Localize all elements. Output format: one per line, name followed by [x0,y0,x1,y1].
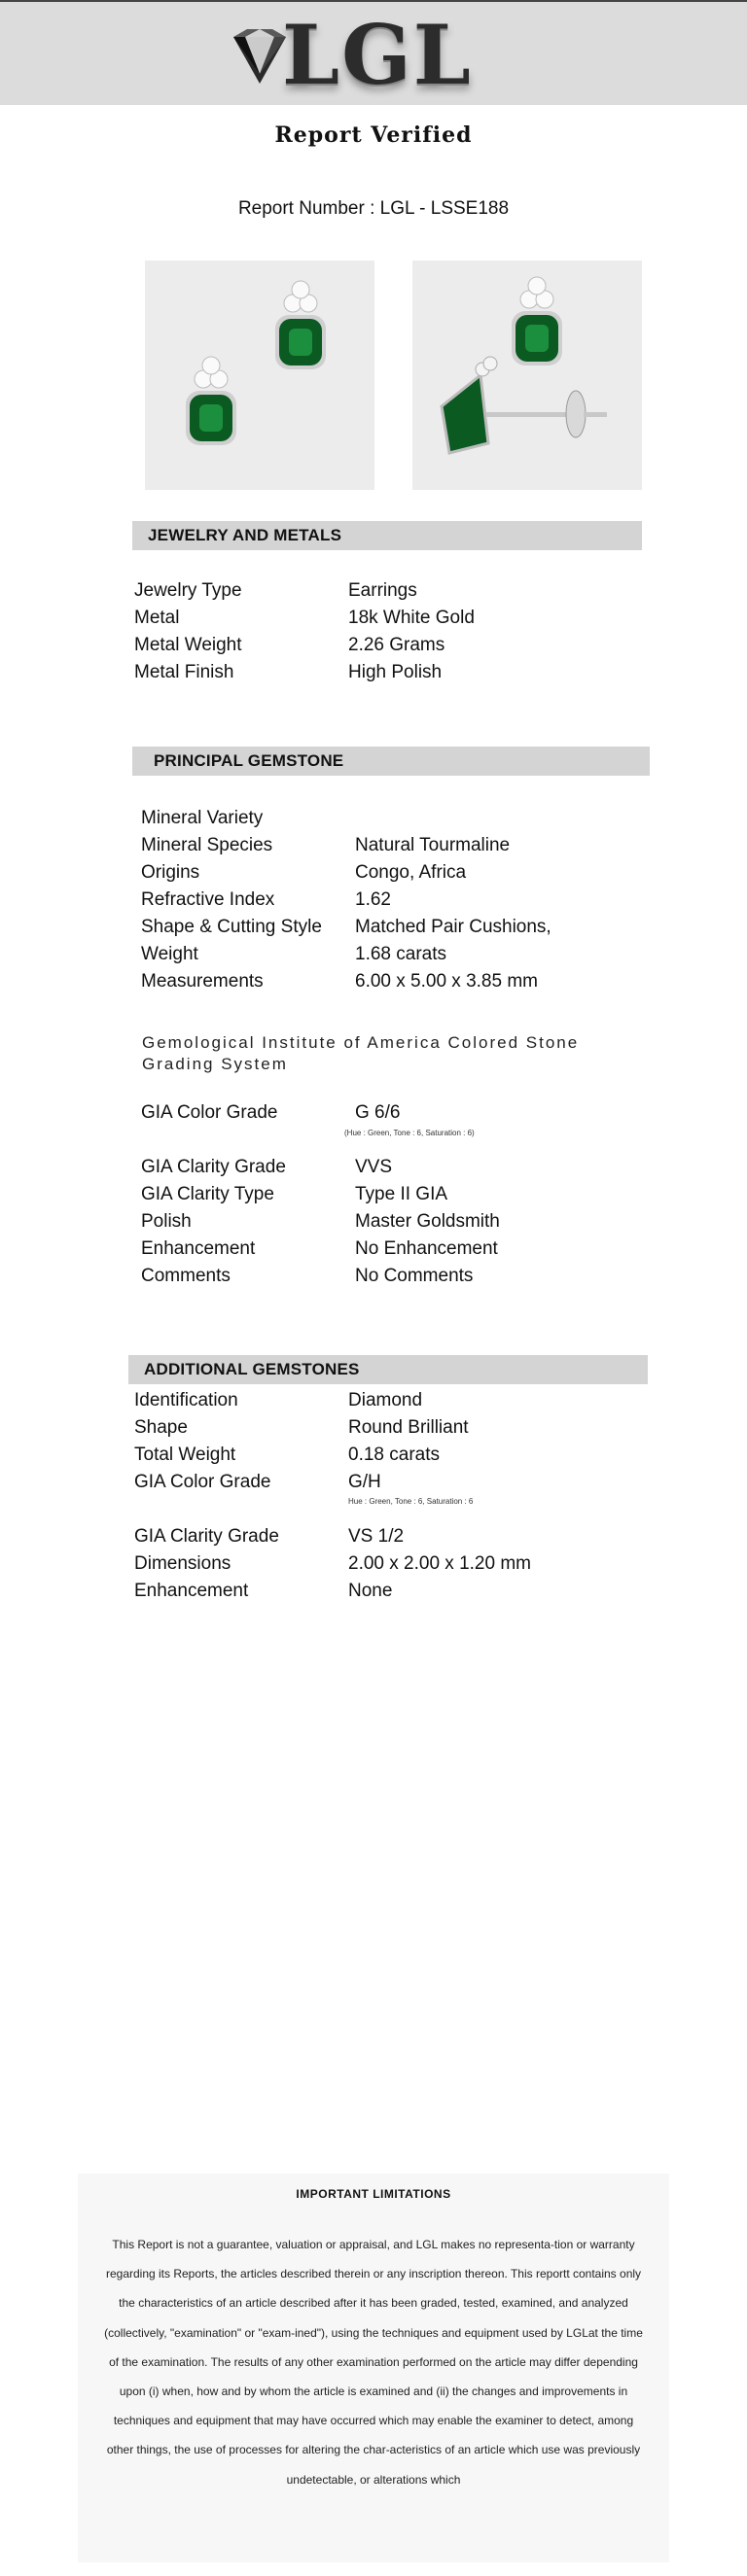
detail-value: VVS [355,1157,393,1177]
detail-label: Enhancement [134,1581,249,1601]
principal-details-2 [141,1154,500,1290]
section-additional-gemstones-heading: ADDITIONAL GEMSTONES [128,1355,648,1384]
detail-row [134,1578,531,1605]
detail-value: G/H [348,1472,381,1492]
detail-value: 1.62 [355,889,391,910]
detail-row [134,1442,469,1469]
detail-label: Enhancement [141,1238,256,1259]
detail-label: GIA Color Grade [134,1472,271,1492]
detail-value: 6.00 x 5.00 x 3.85 mm [355,971,538,992]
detail-label: GIA Color Grade [141,1102,278,1123]
detail-row [134,605,475,632]
detail-label: Refractive Index [141,889,275,910]
section-principal-gemstone-heading: PRINCIPAL GEMSTONE [132,747,650,776]
detail-label: GIA Clarity Type [141,1184,274,1204]
earring-side-photo [412,261,642,490]
detail-row [141,1181,500,1208]
detail-label: Origins [141,862,200,883]
detail-label: GIA Clarity Grade [141,1157,286,1177]
additional-color-note: Hue : Green, Tone : 6, Saturation : 6 [348,1497,474,1506]
header-bar [0,0,747,105]
detail-row [134,577,475,605]
detail-value: 2.00 x 2.00 x 1.20 mm [348,1553,531,1574]
detail-label: Jewelry Type [134,580,242,601]
detail-label: GIA Clarity Grade [134,1526,279,1547]
detail-row [141,1154,500,1181]
detail-value: Earrings [348,580,417,601]
gia-grading-system-heading: Gemological Institute of America Colored Stone Grading System [142,1033,580,1073]
detail-label: Total Weight [134,1445,236,1465]
gia-color-grade-row [141,1099,400,1127]
detail-label: Mineral Variety [141,808,264,828]
principal-details [141,805,551,995]
detail-row [134,1387,469,1414]
report-number: Report Number : LGL - LSSE188 [237,198,510,219]
detail-label: Measurements [141,971,264,992]
detail-value: G 6/6 [355,1102,401,1123]
detail-label: Dimensions [134,1553,231,1574]
detail-value: Diamond [348,1390,423,1410]
earring-pair-front-photo [145,261,374,490]
detail-value: Natural Tourmaline [355,835,511,855]
detail-row [141,805,551,832]
color-grade-note: (Hue : Green, Tone : 6, Saturation : 6) [344,1129,475,1137]
detail-row [134,632,475,659]
lgl-logo[interactable] [226,7,479,103]
detail-label: Weight [141,944,198,964]
detail-value: Type II GIA [355,1184,448,1204]
detail-value: 0.18 carats [348,1445,440,1465]
detail-label: Metal Weight [134,635,242,655]
detail-label: Shape & Cutting Style [141,917,322,937]
detail-label: Metal Finish [134,662,234,682]
detail-row [141,941,551,968]
detail-value: None [348,1581,393,1601]
detail-value: Master Goldsmith [355,1211,500,1232]
detail-row [141,914,551,941]
detail-label: Polish [141,1211,192,1232]
detail-label: Comments [141,1266,231,1286]
detail-value: Congo, Africa [355,862,467,883]
detail-row [141,1099,400,1127]
detail-row [141,1236,500,1263]
detail-value: 2.26 Grams [348,635,445,655]
detail-row [134,1469,469,1496]
detail-value: 1.68 carats [355,944,446,964]
detail-row [141,859,551,887]
detail-value: High Polish [348,662,443,682]
detail-row [141,1208,500,1236]
detail-value: 18k White Gold [348,608,475,628]
detail-label: Shape [134,1417,188,1438]
detail-row [134,659,475,686]
limitations-body: This Report is not a guarantee, valuation or appraisal, and LGL makes no representa-tion or warranty regarding its Reports, the articles described therein or any inscription thereon. This reportt contains only the characteristics of an article described after it has been graded, tested, examined, and analyzed (collectively, "examination" or "exam-ined"), using the techniques and equipment used by LGLat the time of the examination. The results of any other examination performed on the article may differ depending upon (i) when, how and by whom the article is examined and (ii) the changes and improvements in techniques and equipment that may have occurred which may enable the examiner to detect, among other things, the use of processes for altering the char-acteristics of an article which use was previously undetectable, or alterations which [104,2238,643,2487]
detail-value: Round Brilliant [348,1417,469,1438]
detail-value: Matched Pair Cushions, [355,917,551,937]
detail-label: Identification [134,1390,238,1410]
additional-details [134,1387,469,1496]
detail-value: No Enhancement [355,1238,498,1259]
detail-row [141,1263,500,1290]
logo-text: LGL [282,7,473,103]
detail-row [141,887,551,914]
detail-row [141,968,551,995]
limitations-title: IMPORTANT LIMITATIONS [296,2187,451,2201]
section-jewelry-metals-heading: JEWELRY AND METALS [132,521,642,550]
detail-label: Metal [134,608,180,628]
additional-details-2 [134,1523,531,1605]
detail-value: No Comments [355,1266,474,1286]
jewelry-details [134,577,475,686]
detail-row [134,1414,469,1442]
detail-label: Mineral Species [141,835,273,855]
detail-row [141,832,551,859]
detail-value: VS 1/2 [348,1526,405,1547]
important-limitations-panel [78,2174,669,2562]
detail-row [134,1523,531,1550]
detail-row [134,1550,531,1578]
page-title: Report Verified [274,122,473,148]
